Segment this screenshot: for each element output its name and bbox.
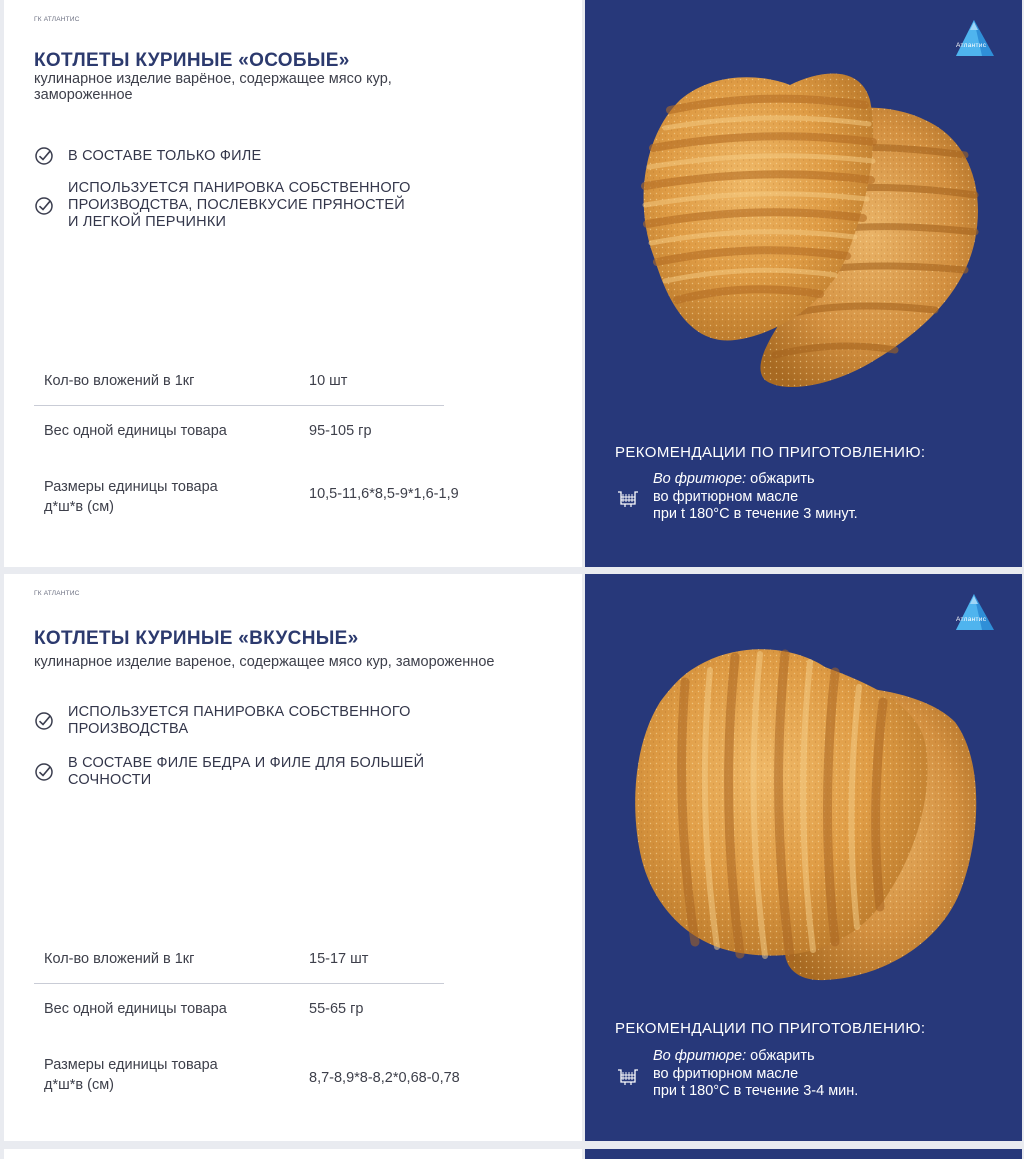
feature-text: ИСПОЛЬЗУЕТСЯ ПАНИРОВКА СОБСТВЕННОГО ПРОИЗВОДСТВА <box>68 704 411 737</box>
product-panel <box>585 0 1022 567</box>
recommendations-text: Во фритюре: обжарить во фритюрном масле при t 180°С в течение 3 минут. <box>653 471 858 522</box>
spec-label: Кол-во вложений в 1кг <box>44 373 195 389</box>
spec-label: Вес одной единицы товара <box>44 423 227 439</box>
next-slide-left-edge <box>4 1149 582 1159</box>
recommendations-title: РЕКОМЕНДАЦИИ ПО ПРИГОТОВЛЕНИЮ: <box>615 1020 926 1037</box>
atlantis-logo <box>952 592 998 634</box>
spec-value: 10 шт <box>309 373 348 389</box>
spec-value: 55-65 гр <box>309 1001 364 1017</box>
check-circle-icon <box>34 762 54 782</box>
feature-text: В СОСТАВЕ ФИЛЕ БЕДРА И ФИЛЕ ДЛЯ БОЛЬШЕЙ СОЧНОСТИ <box>68 755 425 788</box>
product-subtitle: кулинарное изделие вареное, содержащее мясо кур, замороженное <box>34 654 495 670</box>
spec-value: 10,5-11,6*8,5-9*1,6-1,9 <box>309 486 459 502</box>
product-subtitle: кулинарное изделие варёное, содержащее мясо кур, замороженное <box>34 71 392 103</box>
feature-item <box>34 180 414 231</box>
product-slide-vkusnye <box>0 574 1024 1141</box>
feature-item <box>34 704 414 738</box>
info-panel <box>4 574 582 1141</box>
spec-value: 95-105 гр <box>309 423 372 439</box>
logo-triangle-icon <box>952 18 998 60</box>
spec-value: 8,7-8,9*8-8,2*0,68-0,78 <box>309 1070 460 1086</box>
chicken-cutlet-image <box>625 60 985 400</box>
check-circle-icon <box>34 711 54 731</box>
feature-item <box>34 146 261 166</box>
cooking-method: Во фритюре: <box>653 1048 747 1064</box>
check-circle-icon <box>34 196 54 216</box>
spec-label: Размеры единицы товара д*ш*в (см) <box>44 479 218 515</box>
logo-text: Атлантис <box>956 42 987 49</box>
feature-item <box>34 755 434 789</box>
product-title: КОТЛЕТЫ КУРИНЫЕ «ОСОБЫЕ» <box>34 50 350 71</box>
spec-label: Размеры единицы товара д*ш*в (см) <box>44 1057 218 1093</box>
check-circle-icon <box>34 146 54 166</box>
next-slide-right-edge <box>585 1149 1022 1159</box>
feature-text: ИСПОЛЬЗУЕТСЯ ПАНИРОВКА СОБСТВЕННОГО ПРОИЗВОДСТВА, ПОСЛЕВКУСИЕ ПРЯНОСТЕЙ И ЛЕГКОЙ ПЕРЧИНКИ <box>68 180 411 230</box>
logo-text: Атлантис <box>956 616 987 623</box>
spec-label: Вес одной единицы товара <box>44 1001 227 1017</box>
spec-value: 15-17 шт <box>309 951 369 967</box>
fryer-basket-icon <box>617 1066 639 1086</box>
info-panel <box>4 0 582 567</box>
cooking-method: Во фритюре: <box>653 471 747 487</box>
recommendations-title: РЕКОМЕНДАЦИИ ПО ПРИГОТОВЛЕНИЮ: <box>615 444 926 461</box>
chicken-cutlet-image <box>625 642 985 987</box>
spec-divider <box>34 983 444 984</box>
product-slide-osobye <box>0 0 1024 567</box>
atlantis-logo <box>952 18 998 60</box>
brand-label: ГК АТЛАНТИС <box>34 16 80 23</box>
recommendations-text: Во фритюре: обжарить во фритюрном масле при t 180°С в течение 3-4 мин. <box>653 1048 859 1099</box>
feature-text: В СОСТАВЕ ТОЛЬКО ФИЛЕ <box>68 147 262 164</box>
brand-label: ГК АТЛАНТИС <box>34 590 80 597</box>
fryer-basket-icon <box>617 488 639 508</box>
spec-divider <box>34 405 444 406</box>
logo-triangle-icon <box>952 592 998 634</box>
spec-label: Кол-во вложений в 1кг <box>44 951 195 967</box>
product-title: КОТЛЕТЫ КУРИНЫЕ «ВКУСНЫЕ» <box>34 628 359 649</box>
product-panel <box>585 574 1022 1141</box>
